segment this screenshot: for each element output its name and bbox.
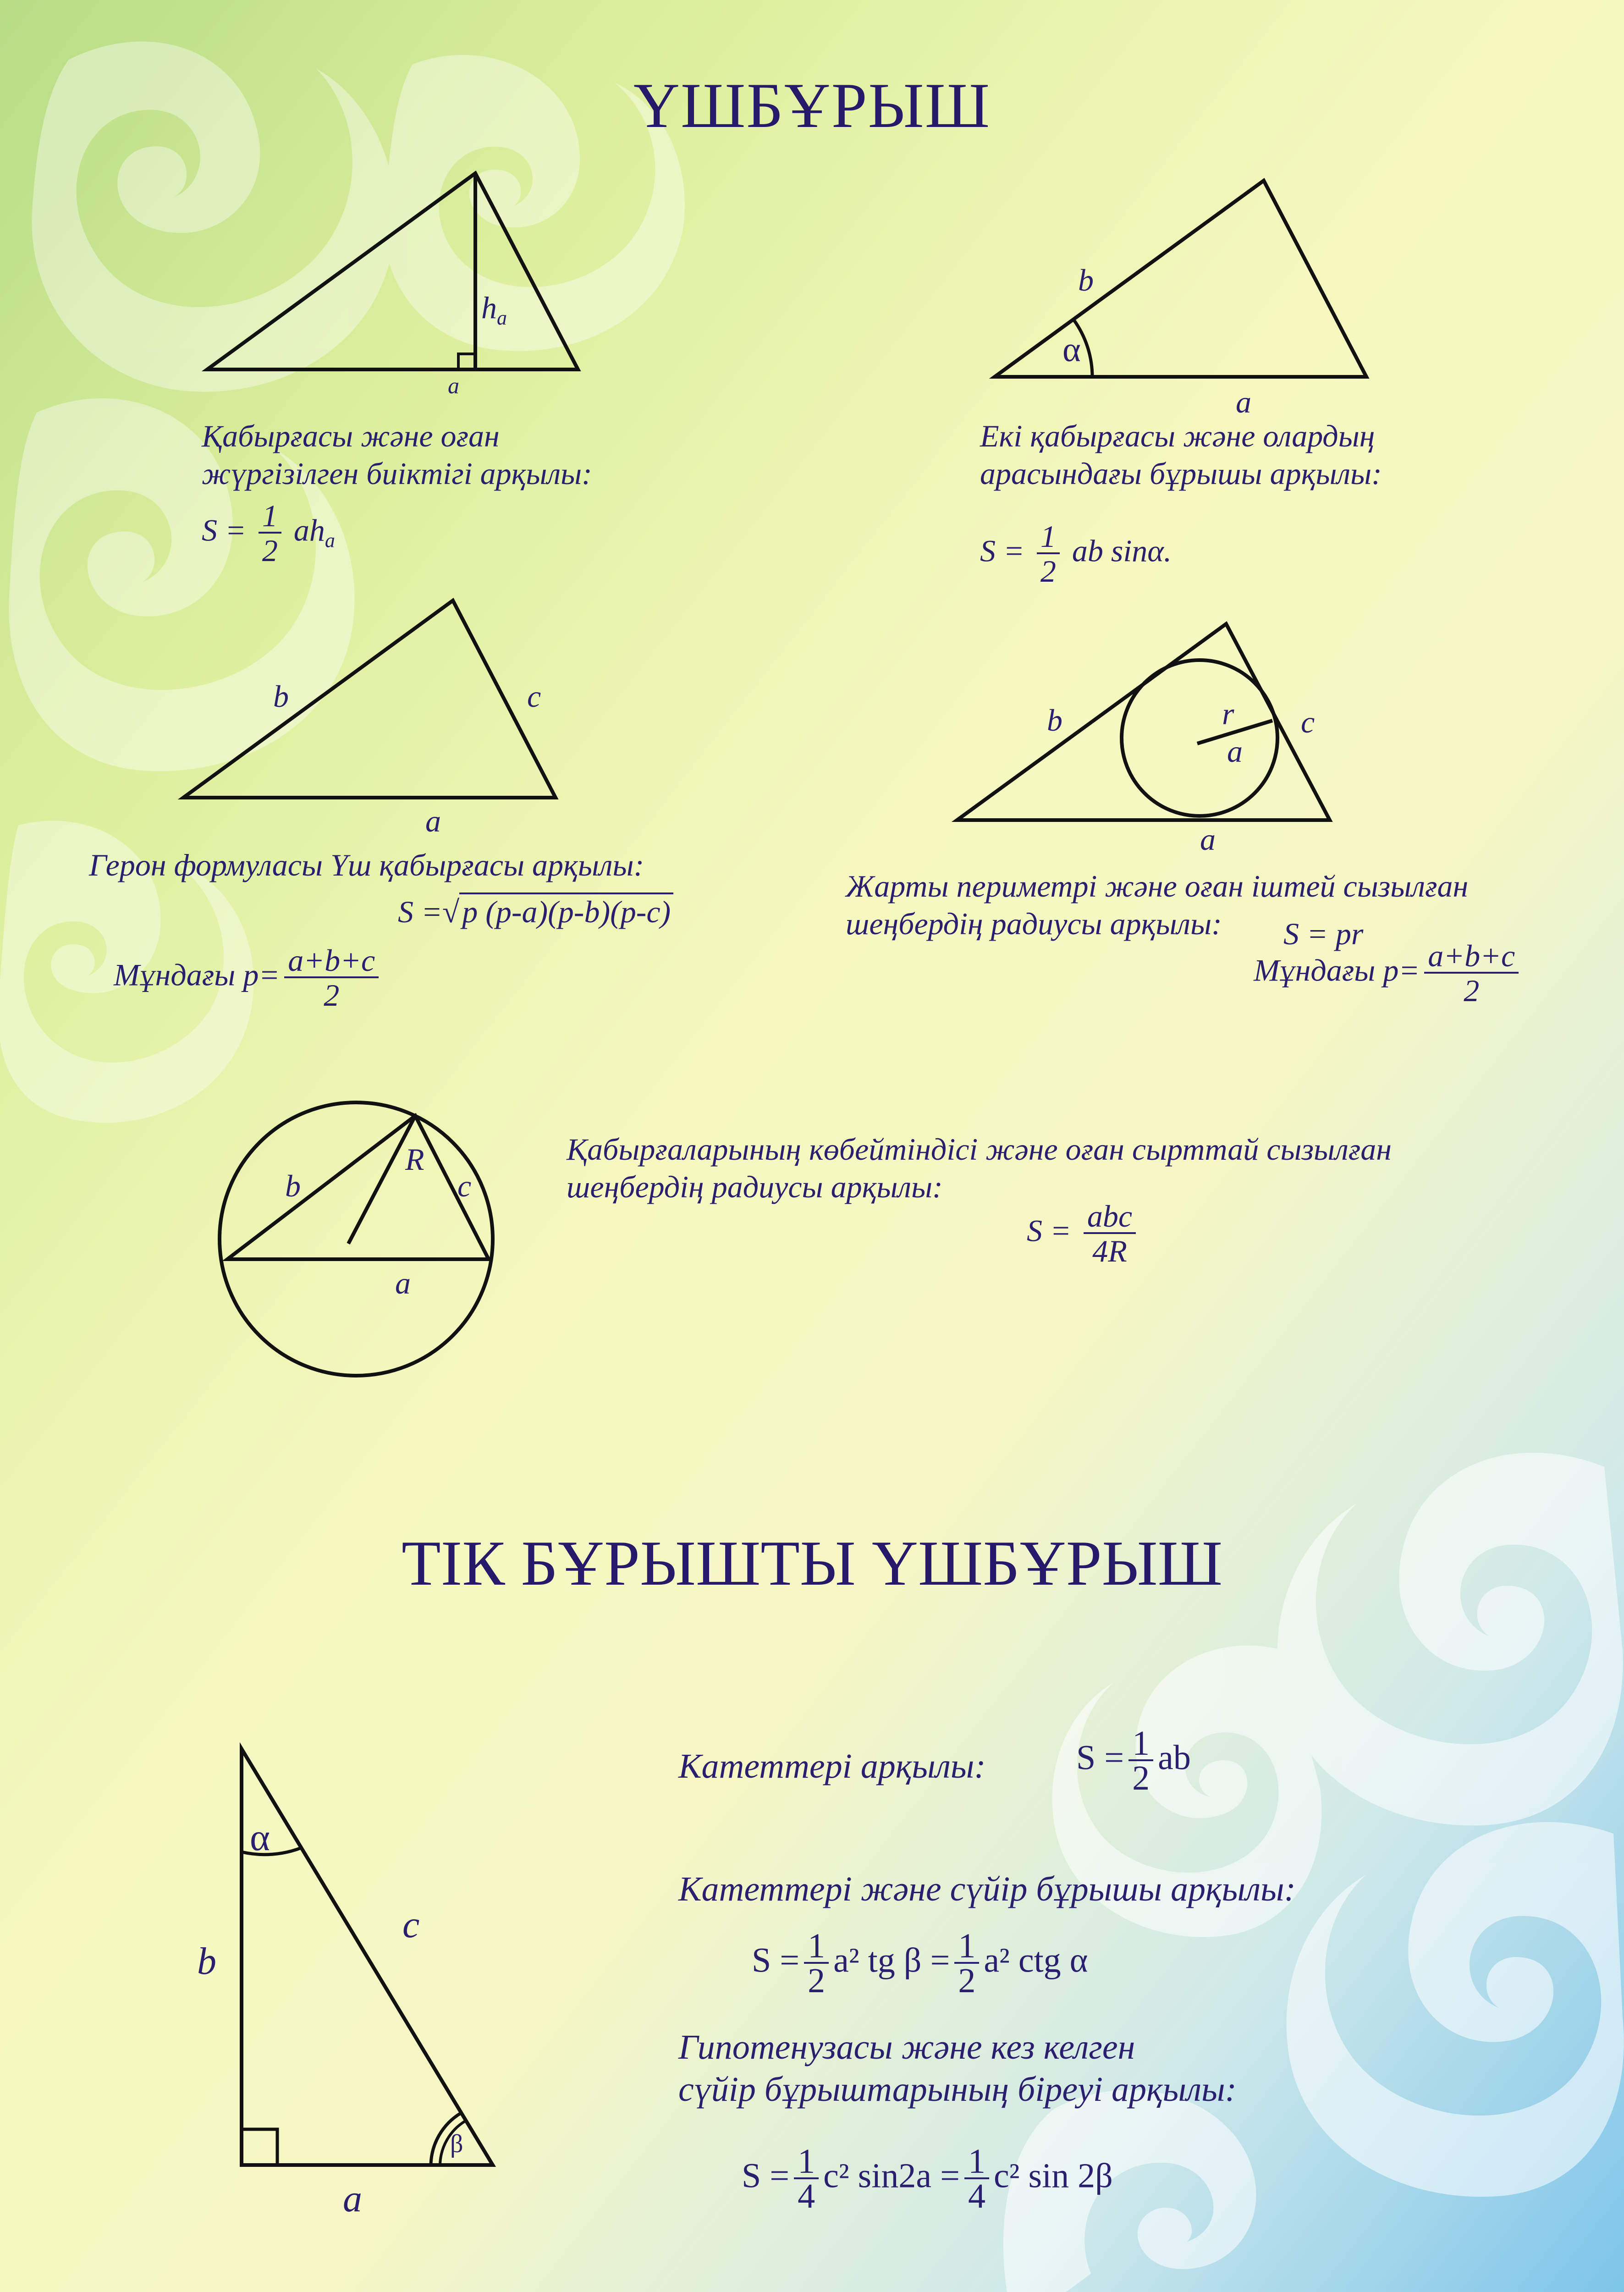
fraction-numerator: 1: [804, 1930, 829, 1964]
inscribed-semiperimeter: [1254, 940, 1523, 1008]
formula-rhs: ah: [293, 512, 325, 548]
fraction-denominator: 4R: [1092, 1234, 1127, 1268]
fraction-numerator: abc: [1084, 1200, 1136, 1234]
diagram3-label-b: b: [273, 679, 289, 714]
fraction-numerator: 1: [794, 2145, 819, 2179]
circumscribed-formula: [1027, 1200, 1140, 1268]
diagram4-label-a: a: [1200, 822, 1216, 857]
fraction-denominator: 4: [968, 2177, 985, 2215]
formula-lhs: S =: [980, 533, 1024, 568]
hyp-angle-formula: [742, 2142, 1113, 2215]
diagram6-label-alpha: α: [250, 1816, 270, 1859]
legs-description: Катеттері арқылы:: [678, 1747, 986, 1785]
formula-rhs: a² ctg α: [984, 1941, 1088, 1980]
fraction-numerator: a+b+c: [1424, 940, 1519, 974]
formula-lhs: S =: [1076, 1738, 1124, 1777]
diagram4-label-b: b: [1047, 703, 1062, 738]
fraction-denominator: 2: [958, 1961, 976, 2000]
fraction-numerator: 1: [1037, 520, 1060, 554]
formula-lhs: Мұндағы p=: [114, 957, 280, 992]
formula-lhs: S =: [202, 512, 246, 548]
formula-middle: a² tg β =: [833, 1941, 950, 1980]
fraction-denominator: 2: [1040, 554, 1056, 589]
triangle-angle-diagram: [995, 181, 1366, 377]
hyp-angle-description: Гипотенузасы және кез келген сүйір бұрыштарының біреуі арқылы:: [678, 2028, 1237, 2109]
leg-angle-description: Катеттері және сүйір бұрышы арқылы:: [678, 1870, 1296, 1908]
diagram1-label-h: $h_a$: [481, 290, 507, 329]
diagram5-label-R: R: [405, 1142, 424, 1177]
fraction-denominator: 2: [1464, 973, 1480, 1008]
page-title-triangle: ҮШБҰРЫШ: [633, 70, 991, 141]
fraction-numerator: 1: [964, 2145, 989, 2179]
diagram2-label-b: b: [1078, 263, 1094, 298]
right-triangle-diagram: [242, 1749, 493, 2165]
fraction-denominator: 2: [324, 978, 340, 1013]
triangle-incircle-diagram: [957, 624, 1330, 820]
formula-lhs: Мұндағы p=: [1254, 953, 1420, 988]
formula-lhs: S =: [752, 1941, 800, 1980]
formula-radicand: p (p-a)(p-b)(p-c): [459, 893, 673, 929]
formula-lhs: S =: [1027, 1213, 1071, 1248]
diagram6-label-c: c: [402, 1903, 420, 1946]
formula-lhs: S =: [742, 2156, 790, 2195]
formula-middle: c² sin2a =: [823, 2156, 960, 2195]
diagram5-label-a: a: [395, 1266, 411, 1300]
fraction-numerator: 1: [954, 1930, 979, 1964]
fraction-denominator: 2: [808, 1961, 826, 2000]
diagram1-label-a: a: [448, 373, 459, 398]
diagram6-label-a: a: [343, 2177, 362, 2220]
two-sides-angle-formula: [980, 520, 1172, 588]
fraction-numerator: a+b+c: [284, 944, 379, 978]
base-height-formula: [202, 500, 335, 567]
two-sides-angle-description: Екі қабырғасы және олардың арасындағы бұрышы арқылы:: [980, 419, 1382, 491]
fraction-denominator: 2: [262, 533, 278, 568]
diagram3-label-a: a: [425, 804, 441, 838]
heron-semiperimeter: [114, 944, 383, 1012]
legs-formula: [1076, 1724, 1191, 1797]
triangle-heron-diagram: [183, 601, 556, 798]
diagram6-label-beta: β: [450, 2130, 463, 2158]
diagram3-label-c: c: [527, 679, 541, 714]
section-title-right-triangle: ТІК БҰРЫШТЫ ҮШБҰРЫШ: [402, 1528, 1222, 1599]
diagram4-label-r: r: [1222, 696, 1234, 731]
diagram5-label-c: c: [457, 1168, 472, 1203]
triangle-circumcircle-diagram: [220, 1102, 493, 1376]
diagram2-label-a: a: [1236, 385, 1251, 419]
fraction-denominator: 2: [1132, 1759, 1150, 1797]
formula-rhs: ab: [1158, 1738, 1191, 1777]
inscribed-description: Жарты периметрі және оған іштей сызылған шеңбердің радиусы арқылы:: [846, 869, 1469, 941]
diagram6-label-b: b: [197, 1940, 216, 1983]
diagram2-label-alpha: α: [1062, 331, 1081, 369]
formula-lhs: S =: [398, 894, 442, 929]
formula-rhs-subscript: a: [325, 529, 335, 552]
fraction-denominator: 4: [798, 2177, 815, 2215]
base-height-description: Қабырғасы және оған жүргізілген биіктігі арқылы:: [202, 419, 592, 491]
circumscribed-description: Қабырғаларының көбейтіндісі және оған сырттай сызылған шеңбердің радиусы арқылы:: [567, 1132, 1392, 1204]
heron-description: Герон формуласы Үш қабырғасы арқылы:: [89, 848, 644, 882]
fraction-numerator: 1: [259, 500, 281, 534]
triangle-height-diagram: [207, 173, 578, 369]
formula-rhs: ab sinα.: [1072, 533, 1172, 568]
inscribed-formula: S = pr: [1283, 916, 1364, 951]
heron-formula: S =√p (p-a)(p-b)(p-c): [398, 894, 673, 930]
diagram4-label-inner-a: a: [1227, 734, 1243, 769]
leg-angle-formula: [752, 1927, 1088, 2000]
diagram4-label-c: c: [1301, 705, 1315, 739]
formula-rhs: c² sin 2β: [993, 2156, 1113, 2195]
fraction-numerator: 1: [1129, 1727, 1153, 1761]
diagram5-label-b: b: [285, 1168, 301, 1203]
